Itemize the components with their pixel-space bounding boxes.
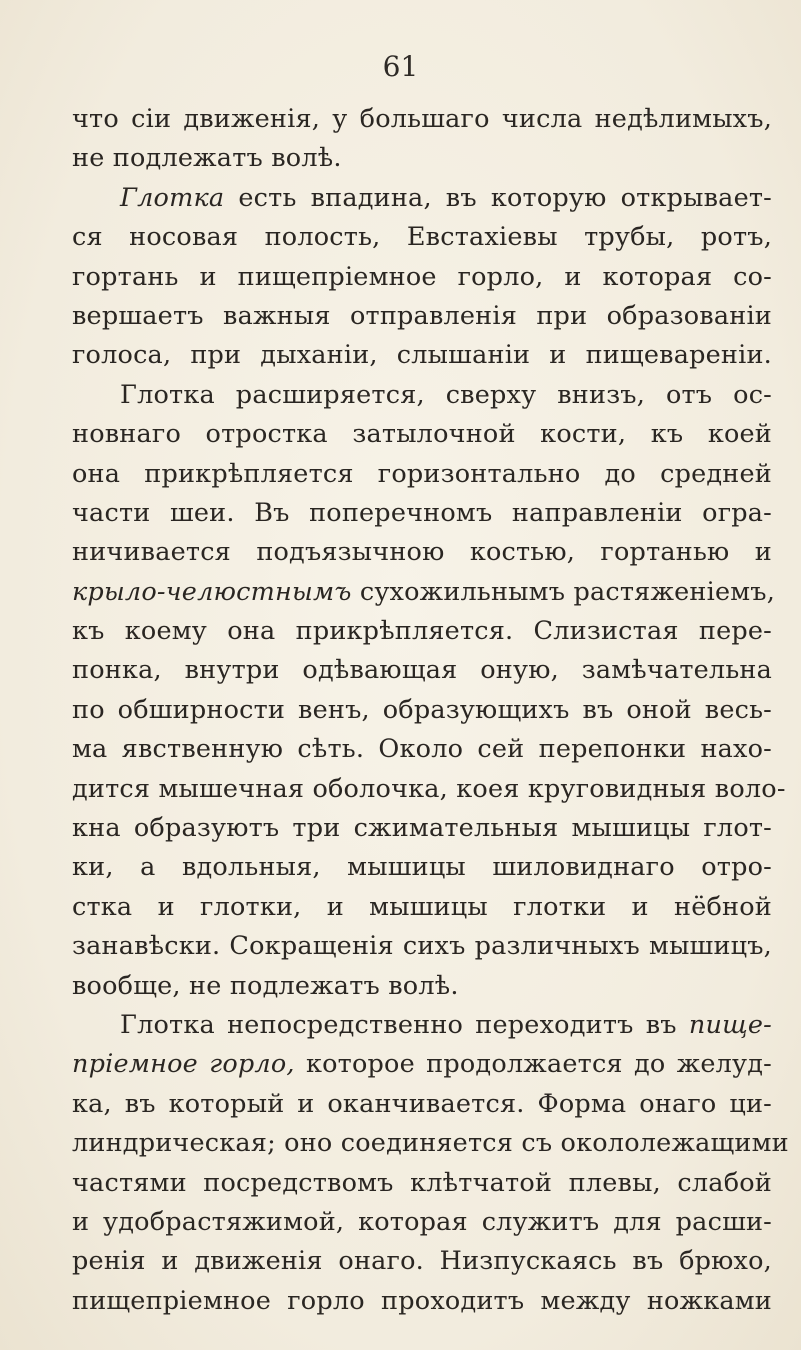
text-line	[72, 573, 776, 612]
text-run: Глотка расширяется, сверху внизъ, отъ ос-	[120, 379, 772, 410]
text-line	[72, 494, 772, 533]
italic-term: Глотка	[120, 182, 225, 213]
text-run: голоса, при дыханіи, слышаніи и пищевареніи.	[72, 340, 772, 371]
text-line	[72, 179, 772, 218]
text-line	[72, 888, 772, 927]
text-line	[72, 809, 772, 848]
text-line	[72, 1006, 772, 1045]
text-line	[72, 455, 772, 494]
text-run: ма явственную сѣть. Около сей перепонки нахо-	[72, 734, 772, 765]
text-run: не подлежатъ волѣ.	[72, 143, 342, 174]
text-run: пищепріемное горло проходитъ между ножками	[72, 1285, 772, 1316]
text-line	[72, 415, 772, 454]
text-line	[72, 1203, 772, 1242]
text-line	[72, 1282, 772, 1321]
text-run: ренія и движенія онаго. Низпускаясь въ брюхо,	[72, 1246, 772, 1277]
text-run: вершаетъ важныя отправленія при образованіи	[72, 300, 772, 331]
text-run: дится мышечная оболочка, коея круговидныя воло-	[72, 773, 786, 804]
italic-term: пище-	[688, 1009, 772, 1040]
text-run: ся носовая полость, Евстахіевы трубы, ротъ,	[72, 222, 772, 253]
text-line	[72, 927, 772, 966]
text-run: она прикрѣпляется горизонтально до средней	[72, 458, 772, 489]
text-line	[72, 258, 772, 297]
italic-term: крыло-челюстнымъ	[72, 576, 352, 607]
italic-term: пріемное горло,	[72, 1049, 295, 1080]
text-line	[72, 691, 772, 730]
text-line	[72, 1085, 772, 1124]
text-line	[72, 651, 772, 690]
text-run: ка, въ который и оканчивается. Форма онаго ци-	[72, 1088, 772, 1119]
text-line	[72, 848, 772, 887]
text-line	[72, 533, 772, 572]
text-line	[72, 1164, 772, 1203]
text-run: сухожильнымъ растяженіемъ,	[351, 576, 776, 607]
text-run: что сіи движенія, у большаго числа недѣлимыхъ,	[72, 104, 772, 134]
text-run: занавѣски. Сокращенія сихъ различныхъ мышицъ,	[72, 931, 772, 962]
text-run: стка и глотки, и мышицы глотки и нёбной	[72, 891, 772, 922]
text-run: понка, внутри одѣвающая оную, замѣчательна	[72, 655, 772, 686]
text-run: вообще, не подлежатъ волѣ.	[72, 970, 459, 1001]
text-line	[72, 967, 772, 1006]
text-run: линдрическая; оно соединяется съ окололежащими	[72, 1128, 789, 1159]
text-line	[72, 1045, 772, 1084]
text-run: ки, а вдольныя, мышицы шиловиднаго отро-	[72, 852, 772, 883]
page-number: 61	[382, 50, 419, 83]
text-run: гортань и пищепріемное горло, и которая со-	[72, 261, 772, 292]
text-run: и удобрастяжимой, которая служитъ для расши-	[72, 1206, 772, 1237]
text-line	[72, 376, 772, 415]
text-line	[72, 139, 772, 178]
text-run: которое продолжается до желуд-	[294, 1049, 772, 1080]
text-run: есть впадина, въ которую открывает-	[224, 182, 772, 213]
text-run: части шеи. Въ поперечномъ направленіи огра-	[72, 497, 772, 528]
text-line	[72, 297, 772, 336]
text-line	[72, 1124, 789, 1163]
text-run: кна образуютъ три сжимательныя мышицы глот-	[72, 813, 772, 844]
text-run: къ коему она прикрѣпляется. Слизистая пере-	[72, 616, 772, 647]
text-run: Глотка непосредственно переходитъ въ	[120, 1009, 689, 1040]
text-line	[72, 612, 772, 651]
text-run: ничивается подъязычною костью, гортанью и	[72, 537, 772, 568]
text-run: частями посредствомъ клѣтчатой плевы, слабой	[72, 1167, 772, 1198]
text-line	[72, 218, 772, 257]
text-line	[72, 336, 772, 375]
text-run: новнаго отростка затылочной кости, къ коей	[72, 419, 772, 450]
text-line	[72, 730, 772, 769]
text-line	[72, 770, 786, 809]
text-line	[72, 100, 772, 139]
text-line	[72, 1242, 772, 1281]
text-run: по обширности венъ, образующихъ въ оной весь-	[72, 694, 772, 725]
body-text	[72, 100, 789, 1321]
